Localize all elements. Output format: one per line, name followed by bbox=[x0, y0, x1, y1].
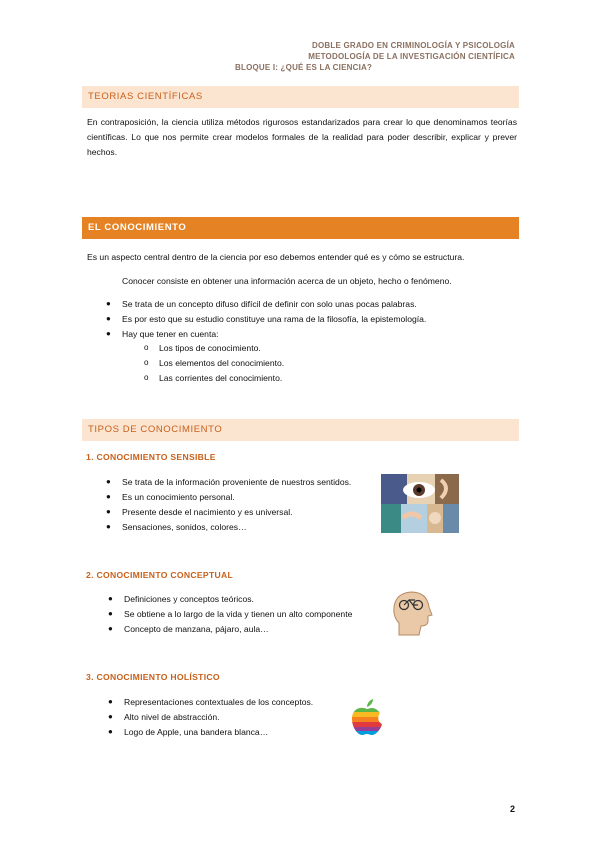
conocimiento-intro: Es un aspecto central dentro de la ciencia por eso debemos entender qué es y cómo se estructura. bbox=[87, 252, 465, 262]
header-block: BLOQUE I: ¿QUÉ ES LA CIENCIA? bbox=[235, 63, 373, 72]
subheading-holistico: 3. CONOCIMIENTO HOLÍSTICO bbox=[86, 672, 220, 682]
list-item: ● Representaciones contextuales de los conceptos. bbox=[108, 697, 314, 707]
head-bicycle-icon bbox=[391, 589, 433, 637]
circle-bullet-icon: o bbox=[144, 373, 149, 382]
circle-bullet-icon: o bbox=[144, 343, 149, 352]
list-item: ● Logo de Apple, una bandera blanca… bbox=[108, 727, 269, 737]
bullet-icon: ● bbox=[106, 299, 111, 308]
list-item: o Las corrientes del conocimiento. bbox=[144, 373, 283, 383]
list-item: ● Es por esto que su estudio constituye una rama de la filosofía, la epistemología. bbox=[106, 314, 427, 324]
list-item: ● Sensaciones, sonidos, colores… bbox=[106, 522, 247, 532]
section-title-teorias: TEORIAS CIENTÍFICAS bbox=[82, 86, 519, 108]
bullet-icon: ● bbox=[108, 712, 113, 721]
list-item: ● Concepto de manzana, pájaro, aula… bbox=[108, 624, 269, 634]
bullet-icon: ● bbox=[106, 329, 111, 338]
section-title-conocimiento: EL CONOCIMIENTO bbox=[82, 217, 519, 239]
list-item: ● Presente desde el nacimiento y es universal. bbox=[106, 507, 293, 517]
header-degree: DOBLE GRADO EN CRIMINOLOGÍA Y PSICOLOGÍA bbox=[312, 41, 515, 50]
bullet-icon: ● bbox=[106, 314, 111, 323]
apple-logo-icon bbox=[350, 698, 384, 736]
bullet-icon: ● bbox=[108, 609, 113, 618]
bullet-icon: ● bbox=[108, 594, 113, 603]
subheading-sensible: 1. CONOCIMIENTO SENSIBLE bbox=[86, 452, 216, 462]
list-item: o Los tipos de conocimiento. bbox=[144, 343, 261, 353]
bullet-icon: ● bbox=[106, 492, 111, 501]
bullet-icon: ● bbox=[108, 697, 113, 706]
list-item: ● Se trata de la información proveniente de nuestros sentidos. bbox=[106, 477, 352, 487]
list-item: o Los elementos del conocimiento. bbox=[144, 358, 285, 368]
header-subject: METODOLOGÍA DE LA INVESTIGACIÓN CIENTÍFICA bbox=[308, 52, 515, 61]
section-title-tipos: TIPOS DE CONOCIMIENTO bbox=[82, 419, 519, 441]
bullet-icon: ● bbox=[108, 624, 113, 633]
list-item: ● Alto nivel de abstracción. bbox=[108, 712, 220, 722]
teorias-paragraph: En contraposición, la ciencia utiliza métodos rigurosos estandarizados para crear lo que denominamos teorías científicas. Lo que nos permite crear modelos formales de la realidad para poder describir, explicar y prever hechos. bbox=[87, 117, 517, 157]
senses-collage-image bbox=[381, 474, 459, 533]
list-item: ● Se obtiene a lo largo de la vida y tienen un alto componente bbox=[108, 609, 353, 619]
bullet-icon: ● bbox=[106, 507, 111, 516]
list-item: ● Se trata de un concepto difuso difícil de definir con solo unas pocas palabras. bbox=[106, 299, 417, 309]
list-item: ● Hay que tener en cuenta: bbox=[106, 329, 219, 339]
page-number: 2 bbox=[510, 804, 516, 814]
bullet-icon: ● bbox=[108, 727, 113, 736]
conocimiento-definition: Conocer consiste en obtener una información acerca de un objeto, hecho o fenómeno. bbox=[122, 276, 452, 286]
bullet-icon: ● bbox=[106, 522, 111, 531]
subheading-conceptual: 2. CONOCIMIENTO CONCEPTUAL bbox=[86, 570, 234, 580]
list-item: ● Es un conocimiento personal. bbox=[106, 492, 235, 502]
circle-bullet-icon: o bbox=[144, 358, 149, 367]
list-item: ● Definiciones y conceptos teóricos. bbox=[108, 594, 254, 604]
bullet-icon: ● bbox=[106, 477, 111, 486]
